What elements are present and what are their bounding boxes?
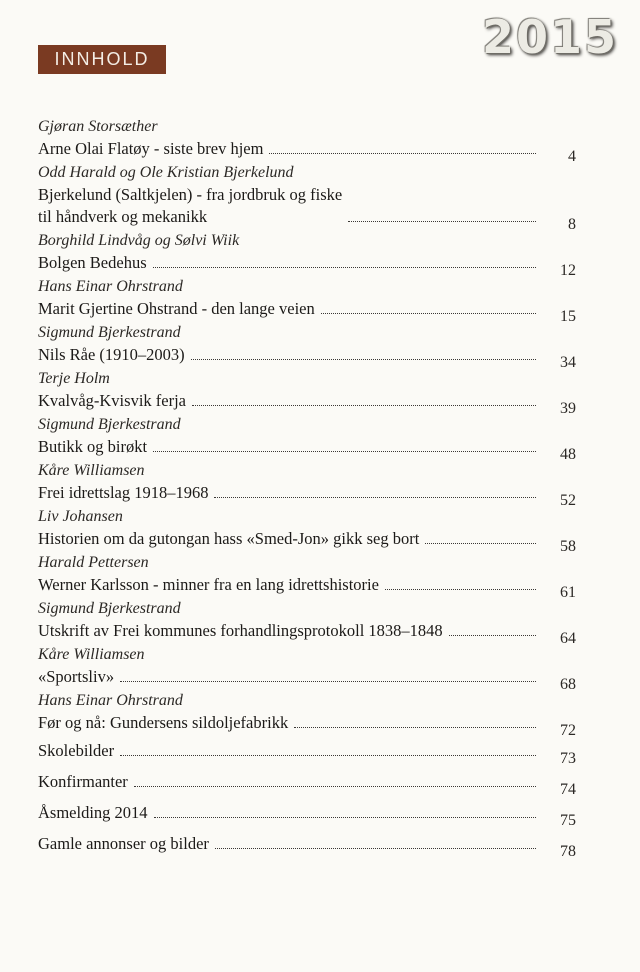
toc-author: Kåre Williamsen bbox=[38, 462, 145, 479]
toc-entry bbox=[38, 688, 576, 739]
toc-page-number: 64 bbox=[560, 630, 576, 647]
toc-page-number: 8 bbox=[568, 216, 576, 233]
dot-leader bbox=[425, 542, 536, 544]
toc-author: Sigmund Bjerkestrand bbox=[38, 324, 181, 341]
table-of-contents bbox=[38, 114, 576, 860]
toc-entry bbox=[38, 833, 576, 860]
toc-title: «Sportsliv» bbox=[38, 667, 115, 686]
toc-title: Skolebilder bbox=[38, 741, 115, 760]
toc-title: Utskrift av Frei kommunes forhandlingsprotokoll 1838–1848 bbox=[38, 621, 443, 640]
toc-title: Bolgen Bedehus bbox=[38, 253, 147, 272]
toc-entry bbox=[38, 114, 576, 165]
dot-leader bbox=[153, 450, 536, 452]
dot-leader bbox=[191, 358, 536, 360]
toc-page-number: 48 bbox=[560, 446, 576, 463]
toc-page-number: 58 bbox=[560, 538, 576, 555]
dot-leader bbox=[153, 266, 536, 268]
dot-leader bbox=[321, 312, 536, 314]
toc-title: Gamle annonser og bilder bbox=[38, 834, 209, 853]
toc-title: Marit Gjertine Ohstrand - den lange veien bbox=[38, 299, 315, 318]
toc-author: Odd Harald og Ole Kristian Bjerkelund bbox=[38, 164, 294, 181]
toc-author: Borghild Lindvåg og Sølvi Wiik bbox=[38, 232, 240, 249]
toc-page-number: 15 bbox=[560, 308, 576, 325]
dot-leader bbox=[120, 754, 536, 756]
toc-entry bbox=[38, 320, 576, 371]
toc-entry bbox=[38, 771, 576, 798]
dot-leader bbox=[214, 496, 536, 498]
toc-title: Arne Olai Flatøy - siste brev hjem bbox=[38, 139, 264, 158]
toc-page-number: 75 bbox=[560, 812, 576, 829]
toc-author: Hans Einar Ohrstrand bbox=[38, 278, 183, 295]
toc-page-number: 4 bbox=[568, 148, 576, 165]
toc-page-number: 61 bbox=[560, 584, 576, 601]
toc-page-number: 39 bbox=[560, 400, 576, 417]
dot-leader bbox=[154, 816, 536, 818]
toc-title: Frei idrettslag 1918–1968 bbox=[38, 483, 209, 502]
toc-entry bbox=[38, 504, 576, 555]
toc-author: Gjøran Storsæther bbox=[38, 118, 158, 135]
toc-entry bbox=[38, 802, 576, 829]
toc-entry bbox=[38, 458, 576, 509]
toc-author: Harald Pettersen bbox=[38, 554, 149, 571]
dot-leader bbox=[192, 404, 536, 406]
toc-title: Werner Karlsson - minner fra en lang idrettshistorie bbox=[38, 575, 379, 594]
toc-title: Butikk og birøkt bbox=[38, 437, 148, 456]
toc-entry bbox=[38, 550, 576, 601]
toc-page-number: 72 bbox=[560, 722, 576, 739]
toc-entry bbox=[38, 366, 576, 417]
toc-author: Kåre Williamsen bbox=[38, 646, 145, 663]
dot-leader bbox=[348, 220, 536, 222]
toc-title: Konfirmanter bbox=[38, 772, 128, 791]
toc-page-number: 74 bbox=[560, 781, 576, 798]
toc-author: Hans Einar Ohrstrand bbox=[38, 692, 183, 709]
toc-author: Terje Holm bbox=[38, 370, 110, 387]
toc-entry bbox=[38, 740, 576, 767]
toc-page-number: 78 bbox=[560, 843, 576, 860]
toc-entry bbox=[38, 642, 576, 693]
toc-entry bbox=[38, 274, 576, 325]
toc-entry bbox=[38, 412, 576, 463]
toc-page-number: 68 bbox=[560, 676, 576, 693]
dot-leader bbox=[120, 680, 536, 682]
toc-title: Kvalvåg-Kvisvik ferja bbox=[38, 391, 186, 410]
dot-leader bbox=[134, 785, 536, 787]
toc-author: Sigmund Bjerkestrand bbox=[38, 416, 181, 433]
contents-heading: INNHOLD bbox=[38, 45, 166, 74]
toc-author: Liv Johansen bbox=[38, 508, 123, 525]
toc-entry bbox=[38, 596, 576, 647]
toc-page-number: 52 bbox=[560, 492, 576, 509]
toc-entry bbox=[38, 160, 576, 233]
dot-leader bbox=[215, 847, 536, 849]
toc-title: Historien om da gutongan hass «Smed-Jon» gikk seg bort bbox=[38, 529, 420, 548]
year-watermark: 2015 bbox=[481, 10, 618, 64]
toc-page-number: 73 bbox=[560, 750, 576, 767]
dot-leader bbox=[385, 588, 536, 590]
toc-title: Før og nå: Gundersens sildoljefabrikk bbox=[38, 713, 289, 732]
toc-page-number: 34 bbox=[560, 354, 576, 371]
toc-author: Sigmund Bjerkestrand bbox=[38, 600, 181, 617]
toc-title: Nils Råe (1910–2003) bbox=[38, 345, 185, 364]
toc-entry bbox=[38, 228, 576, 279]
dot-leader bbox=[449, 634, 536, 636]
dot-leader bbox=[294, 726, 536, 728]
toc-title: Bjerkelund (Saltkjelen) - fra jordbruk og fiske til håndverk og mekanikk bbox=[38, 185, 343, 226]
dot-leader bbox=[269, 152, 536, 154]
toc-page-number: 12 bbox=[560, 262, 576, 279]
toc-title: Åsmelding 2014 bbox=[38, 803, 148, 822]
